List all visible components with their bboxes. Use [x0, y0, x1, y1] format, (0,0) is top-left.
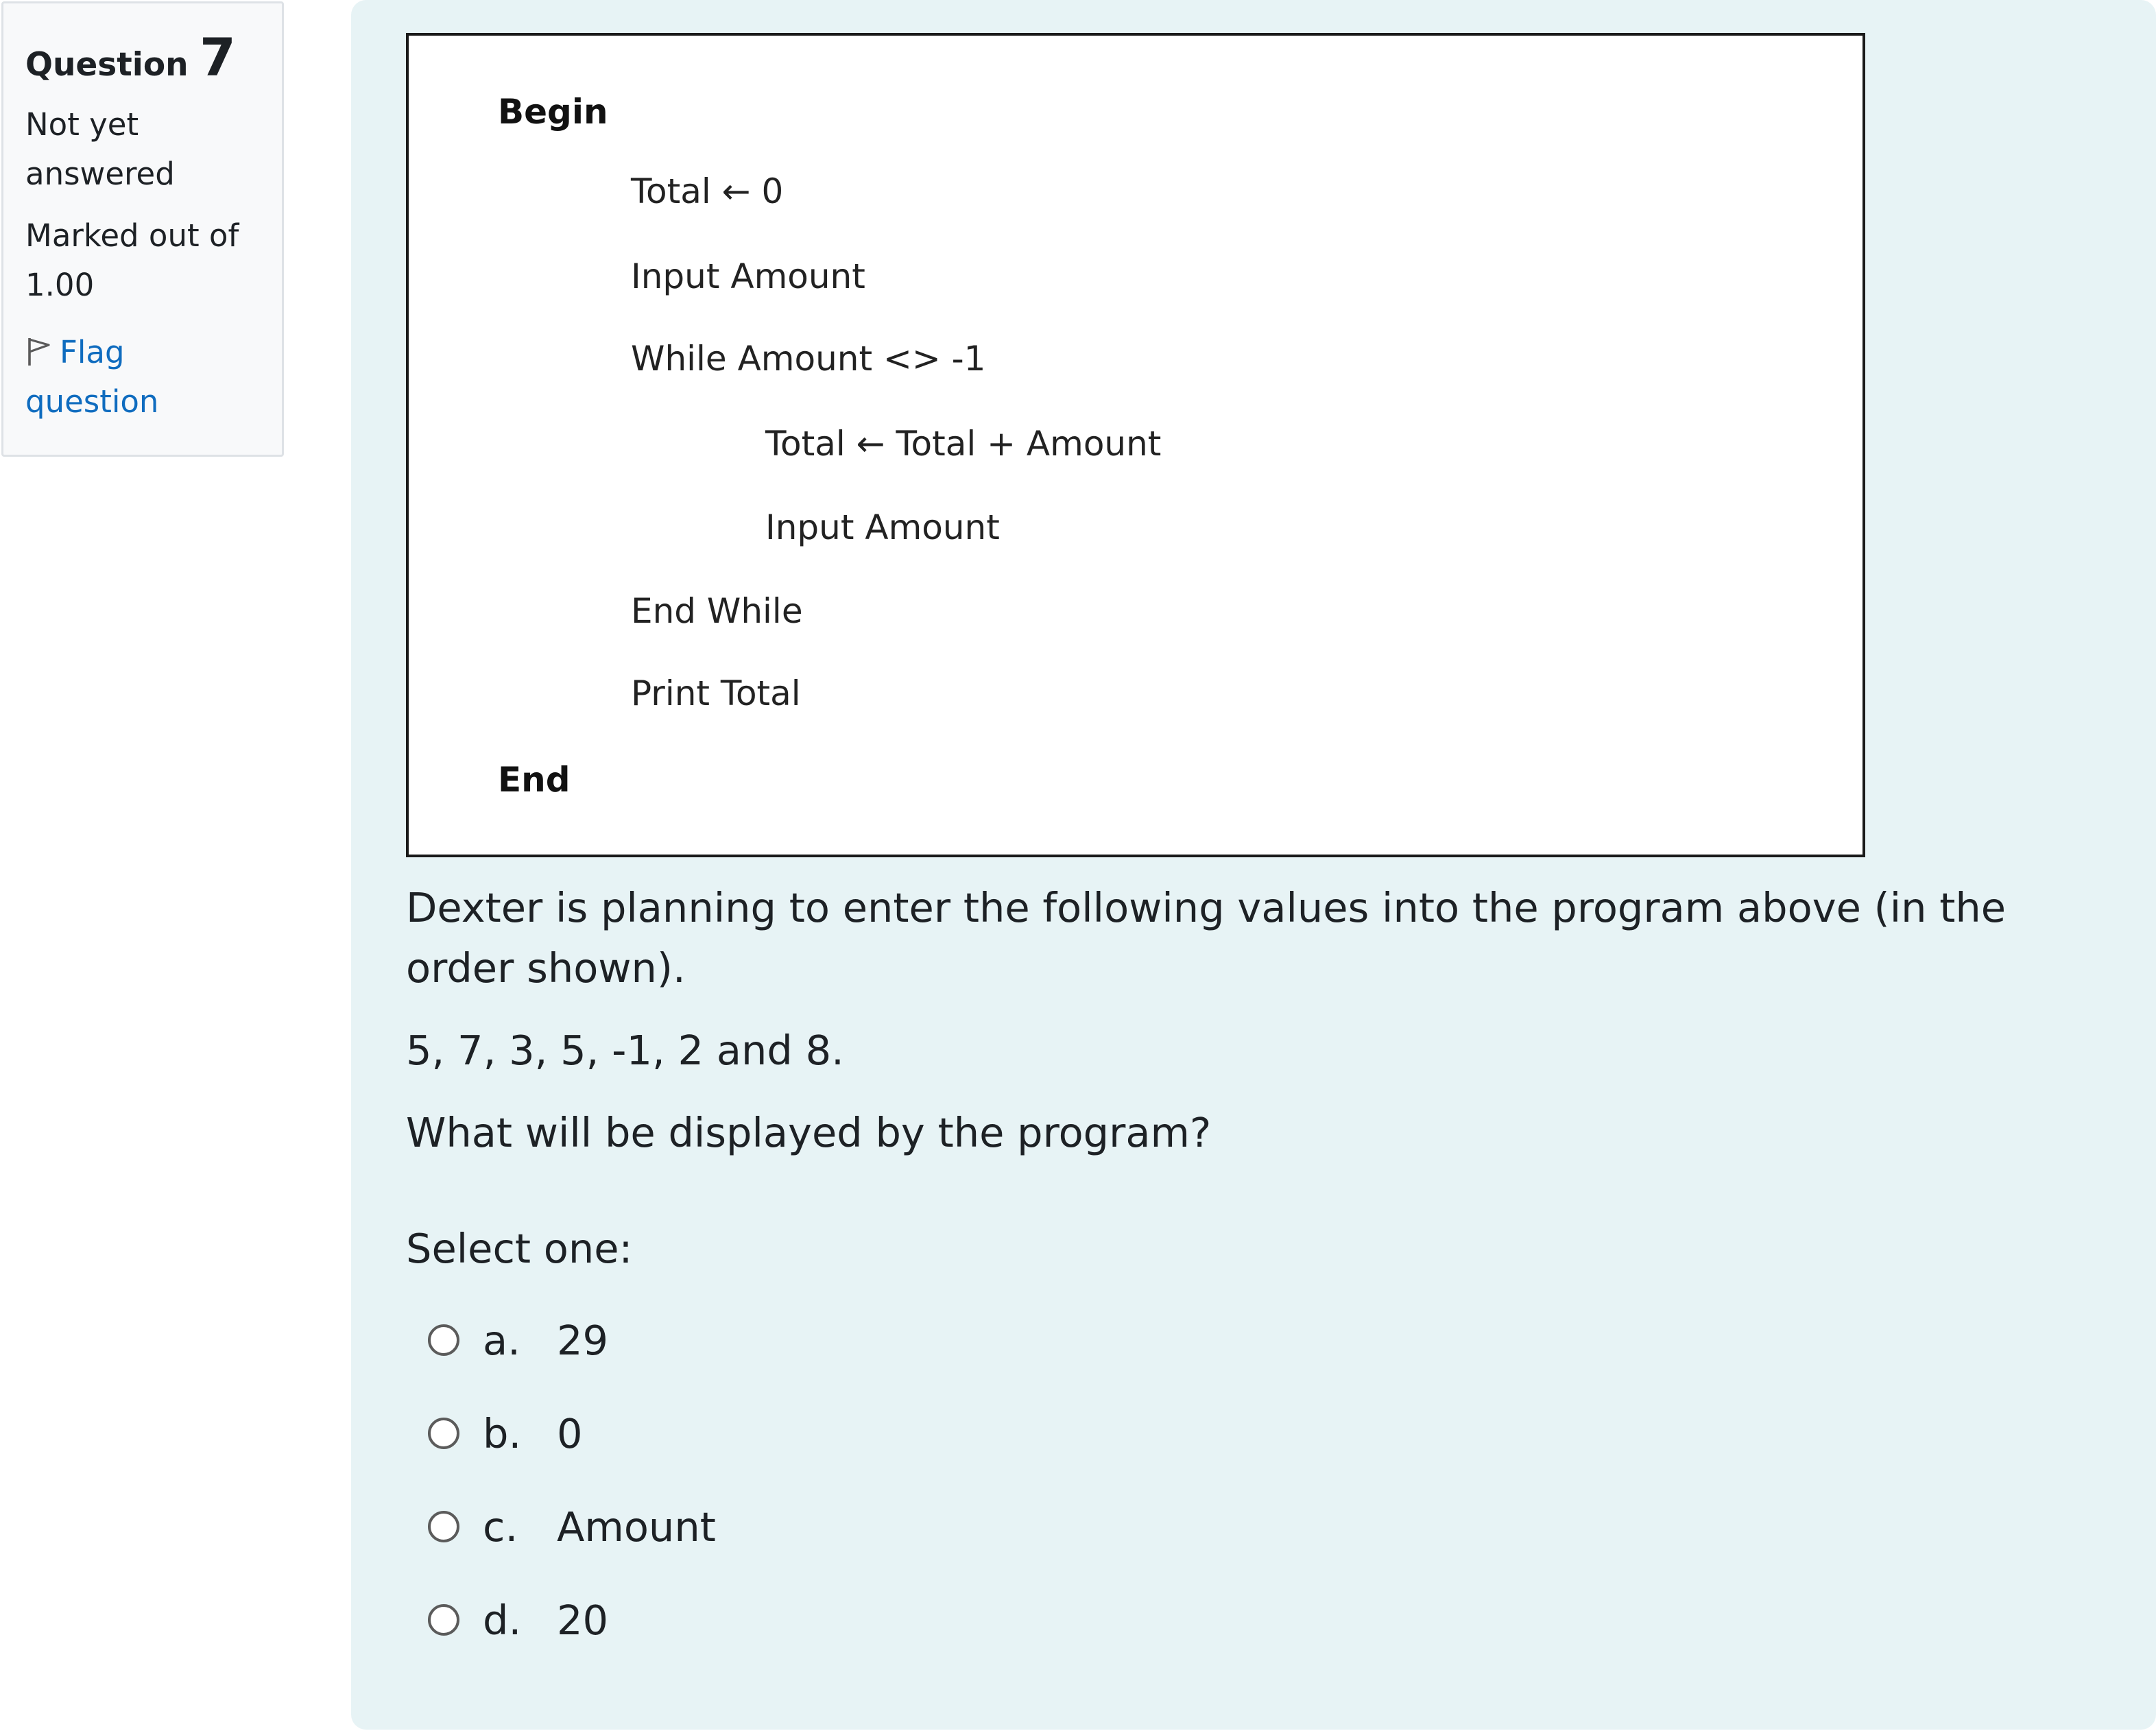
flag-question-link[interactable]	[25, 328, 260, 427]
code-line-while: While Amount <> -1	[631, 339, 986, 379]
code-line-total-init: Total ← 0	[631, 171, 784, 211]
question-content	[351, 0, 2156, 1730]
option-letter: a.	[483, 1316, 520, 1364]
code-line-begin: Begin	[498, 92, 608, 132]
question-status	[25, 100, 260, 199]
radio-button[interactable]	[428, 1418, 459, 1449]
question-description: Dexter is planning to enter the following values into the program above (in the order shown).	[406, 884, 2007, 992]
question-heading	[25, 27, 260, 88]
answer-option-b[interactable]	[428, 1406, 583, 1461]
option-text[interactable]: 20	[557, 1596, 609, 1644]
option-text[interactable]: 29	[557, 1316, 609, 1364]
code-line-input-amount: Input Amount	[631, 256, 865, 296]
question-label: Question	[25, 46, 189, 84]
marks-line-2: 1.00	[25, 267, 95, 303]
flag-icon	[25, 337, 53, 367]
question-ask: What will be displayed by the program?	[406, 1109, 1212, 1156]
option-text[interactable]: Amount	[557, 1503, 716, 1551]
question-text	[406, 878, 2065, 1163]
option-text[interactable]: 0	[557, 1409, 583, 1457]
code-line-total-add: Total ← Total + Amount	[765, 424, 1162, 464]
radio-button[interactable]	[428, 1604, 459, 1636]
question-number: 7	[199, 27, 236, 88]
answer-option-d[interactable]	[428, 1592, 608, 1647]
radio-button[interactable]	[428, 1511, 459, 1542]
question-marks	[25, 211, 260, 310]
code-line-end: End	[498, 760, 571, 800]
select-one-prompt: Select one:	[406, 1225, 633, 1272]
code-line-end-while: End While	[631, 591, 803, 631]
answer-option-c[interactable]	[428, 1499, 716, 1554]
question-values: 5, 7, 3, 5, -1, 2 and 8.	[406, 1027, 844, 1074]
question-info-panel	[1, 1, 284, 457]
option-letter: b.	[483, 1409, 522, 1457]
code-line-input-amount-loop: Input Amount	[765, 508, 1000, 547]
option-letter: d.	[483, 1596, 522, 1644]
radio-button[interactable]	[428, 1324, 459, 1356]
marks-line-1: Marked out of	[25, 217, 239, 254]
status-line-2: answered	[25, 156, 175, 192]
status-line-1: Not yet	[25, 106, 139, 143]
flag-label-2[interactable]: question	[25, 383, 159, 420]
option-letter: c.	[483, 1503, 518, 1551]
flag-label-1[interactable]: Flag	[60, 334, 125, 370]
pseudocode-image	[406, 33, 1865, 857]
code-line-print-total: Print Total	[631, 673, 801, 713]
answer-option-a[interactable]	[428, 1313, 608, 1368]
